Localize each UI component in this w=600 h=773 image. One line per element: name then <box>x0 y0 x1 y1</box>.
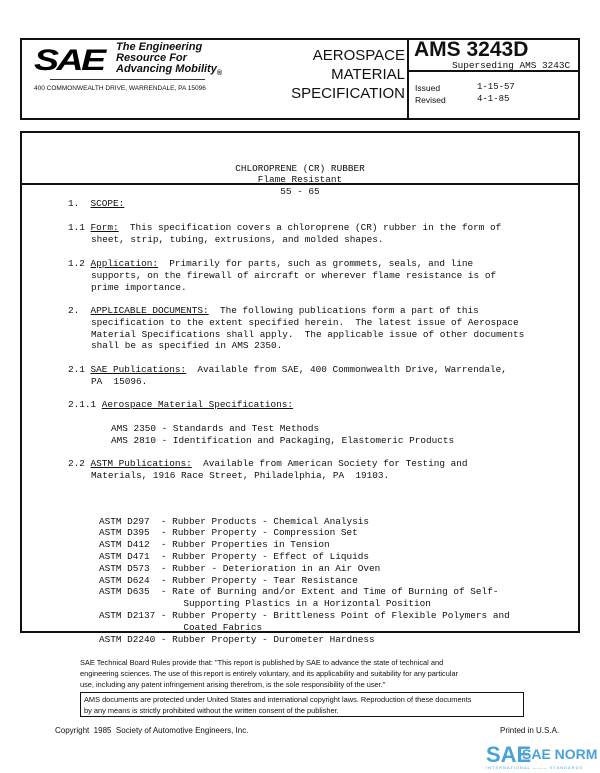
watermark-logo: SAE <box>486 742 532 767</box>
section-2-1-1: 2.1.1 Aerospace Material Specifications: <box>68 399 294 410</box>
sae-address: 400 COMMONWEALTH DRIVE, WARRENDALE, PA 15096 <box>34 85 206 92</box>
section-2: 2. APPLICABLE DOCUMENTS: The following publications form a part of this specification to the extent specified herein. The latest issue of Aerospace Material Specifications shall apply. The applicable issue of other documents shall be as specified in AMS 2350. <box>68 305 525 352</box>
date-labels: Issued Revised <box>415 83 446 105</box>
section-1-1: 1.1 Form: This specification covers a chloroprene (CR) rubber in the form of sheet, strip, tubing, extrusions, and molded shapes. <box>68 222 502 245</box>
doc-title: CHLOROPRENE (CR) RUBBER Flame Resistant 55 - 65 <box>235 162 365 198</box>
section-1: 1. SCOPE: <box>68 198 125 209</box>
technical-board-rules: SAE Technical Board Rules provide that: "This report is published by SAE to advance the state of technical and engineering sciences. The use of this report is entirely voluntary, and its applicability and suitability for any particular use, including any patent infringement arising therefrom, is the sole responsibility of the user." <box>80 658 459 689</box>
section-1-2: 1.2 Application: Primarily for parts, such as grommets, seals, and line supports, on the firewall of aircraft or wherever flame resistance is of prime importance. <box>68 258 497 293</box>
watermark-text: SAE NORM <box>522 746 598 762</box>
sae-logo: SAE <box>34 44 104 77</box>
copyright-notice: AMS documents are protected under United States and international copyright laws. Reproduction of these documents by any means is strictly prohibited without the written consent of the publisher. <box>80 692 524 717</box>
astm-list: ASTM D297 - Rubber Products - Chemical Analysis ASTM D395 - Rubber Property - Compression Set ASTM D412 - Rubber Properties in Tension ASTM D471 - Rubber Property - Effect of Liquids ASTM D573 - Rubber - Deterioration in an Air Oven ASTM D624 - Rubber Property - Tear Resistance ASTM D635 - Rate of Burning and/or Extent and Time of Burning of Self- Supporting Plastics in a Horizontal Position ASTM D2137 - Rubber Property - Brittleness Point of Flexible Polymers and Coated Fabrics ASTM D2240 - Rubber Property - Durometer Hardness <box>99 515 510 645</box>
watermark-sub: INTERNATIONAL ——— STANDARDS <box>486 765 584 770</box>
spec-type: AEROSPACE MATERIAL SPECIFICATION <box>291 47 405 102</box>
supersedes: Superseding AMS 3243C <box>452 60 571 71</box>
printed-in: Printed in U.S.A. <box>500 726 560 735</box>
section-2-2: 2.2 ASTM Publications: Available from American Society for Testing and Materials, 1916 Race Street, Philadelphia, PA 19103. <box>68 458 468 481</box>
ams-list: AMS 2350 - Standards and Test Methods AMS 2810 - Identification and Packaging, Elastomeric Products <box>111 423 455 446</box>
date-values: 1-15-57 4-1-85 <box>477 82 515 104</box>
tagline: The Engineering Resource For Advancing Mobility$_®$ <box>116 41 223 78</box>
doc-number: AMS 3243D <box>414 38 529 61</box>
section-2-1: 2.1 SAE Publications: Available from SAE, 400 Commonwealth Drive, Warrendale, PA 15096. <box>68 364 507 387</box>
copyright: Copyright 1985 Society of Automotive Engineers, Inc. <box>55 726 249 735</box>
header-box <box>20 38 580 120</box>
